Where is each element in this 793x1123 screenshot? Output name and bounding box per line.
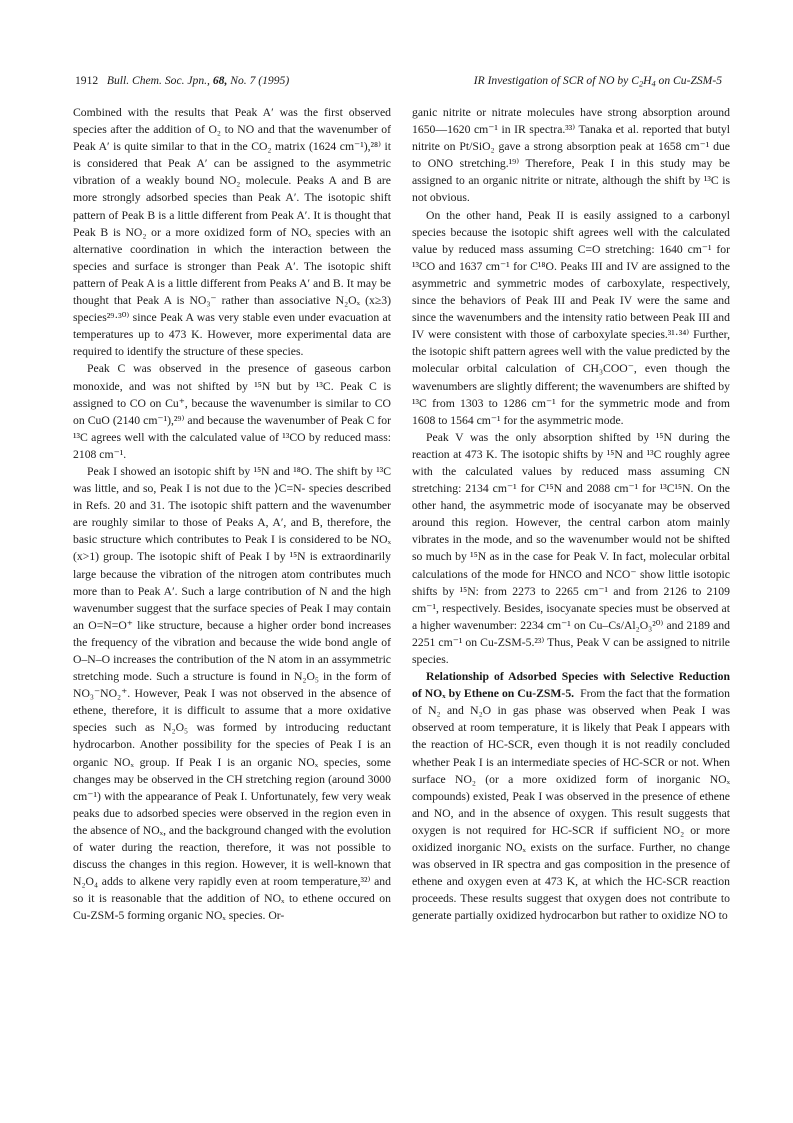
paragraph: Combined with the results that Peak A′ was the first observed species after the addition of O₂ to NO and that the wavenumber of Peak A′ is quite similar to that in the CO₂ matrix (1624 cm⁻¹),²⁸⁾ it is considered that Peak A′ can be assigned to the asymmetric vibration of a weakly bound NO₂ molecule. Peaks A and B are more strongly adsorbed species than Peak A′. The isotopic shift pattern of Peak B is a little different from Peak A′. It is thought that Peak B is NO₂ or a more oxidized form of NOₓ species with an alternative coordination in which the interaction between the species and surface is stronger than Peak A′. The isotopic shift pattern of Peak A is a little different from Peaks A′ and B. It may be thought that Peak A is NO₃⁻ rather than associative N₂Oₓ (x≥3) species²⁹·³⁰⁾ since Peak A was very stable even under evacuation at temperatures up to 473 K. However, more experimental data are required to identify the structure of these species. xyxy=(73,106,391,359)
journal-volume: 68, xyxy=(212,74,228,87)
journal-name: Bull. Chem. Soc. Jpn., xyxy=(106,74,210,87)
right-column xyxy=(412,104,730,925)
running-title: IR Investigation of SCR of NO by $C_2H_4$ on Cu-ZSM-5 xyxy=(473,74,722,89)
paragraph: ganic nitrite or nitrate molecules have strong absorption around 1650—1620 cm⁻¹ in IR spectra.³³⁾ Tanaka et al. reported that butyl nitrite on Pt/SiO₂ gave a strong absorption peak at 1658 cm⁻¹ due to ONO stretching.¹⁹⁾ Therefore, Peak I in this study may be assigned to an organic nitrite or nitrate, although the shift by ¹³C is not obvious. xyxy=(412,106,730,205)
section-text: From the fact that the formation of N₂ and N₂O in gas phase was observed when Peak I was observed at room temperature, it is likely that Peak I appears with the reaction of HC-SCR, even though it is not readily concluded whether Peak I is an intermediate species of HC-SCR or not. When surface NO₂ (or a more oxidized form of inorganic NOₓ compounds) existed, Peak I was observed in the presence of ethene and NO, and in the absence of oxygen. This result suggests that oxygen is not required for HC-SCR if sufficient NO₂ or more oxidized inorganic NOₓ exists on the surface. Further, no change was observed in IR spectra and gas composition in the presence of ethene and oxygen even at 473 K, at which the HC-SCR reaction proceeds. These results suggest that oxygen does not contribute to generate partially oxidized hydrocarbon but rather to oxidize NO to xyxy=(412,687,730,923)
section-heading: Relationship of Adsorbed Species with Selective Reduction of NOₓ by Ethene on Cu-ZSM-5. xyxy=(412,670,730,701)
running-head xyxy=(75,73,722,89)
paragraph: Peak I showed an isotopic shift by ¹⁵N and ¹⁸O. The shift by ¹³C was little, and so, Peak I is not due to the ⟩C=N- species described in Refs. 20 and 31. The isotopic shift pattern and the wavenumber are roughly similar to those of Peaks A, A′, and B, therefore, the basic structure which contributes to Peak I is considered to be NOₓ (x>1) group. The isotopic shift of Peak I by ¹⁵N is extraordinarily large because the vibration of the nitrogen atom contributes much more than to Peak A′. Such a large contribution of N and the high wavenumber suggest that the surface species of Peak I may contain an O=N=O⁺ like structure, because a higher order bond increases the frequency of the vibration and because the wide bond angle of O–N–O increases the contribution of the N atom in an assymmetric stretching mode. Such a structure is found in N₂O₅ in the form of NO₃⁻NO₂⁺. However, Peak I was not observed in the absence of ethene, therefore, it is difficult to assume that a more oxidative species such as N₂O₅ was formed by introducing reductant hydrocarbon. Another possibility for the species of Peak I is an organic NOₓ group. If Peak I is an organic NOₓ species, some changes may be observed in the CH stretching region (around 3000 cm⁻¹) with the appearance of Peak I. Unfortunately, few very weak peaks due to adsorbed species were observed in the region even in the absence of NOₓ, and the background changed with the evolution of water during the reaction, therefore, it was not possible to discuss the changes in this region. However, it is well-known that N₂O₄ adds to alkene very rapidly even at room temperature,³²⁾ and so it is reasonable that the addition of NOₓ to ethene occured on Cu-ZSM-5 forming organic NOₓ species. Or- xyxy=(73,464,391,923)
paragraph: Peak C was observed in the presence of gaseous carbon monoxide, and was not shifted by ¹⁵N but by ¹³C. Peak C is assigned to CO on Cu⁺, because the wavenumber is similar to CO on CuO (2140 cm⁻¹),²⁹⁾ and because the wavenumber of Peak C for ¹³C agrees well with the calculated value of ¹³CO by reduced mass: 2108 cm⁻¹. xyxy=(73,362,391,461)
left-column xyxy=(73,104,391,925)
paragraph: Peak V was the only absorption shifted by ¹⁵N during the reaction at 473 K. The isotopic shifts by ¹⁵N and ¹³C roughly agree with the calculated values by reduced mass assuming CN stretching: 2134 cm⁻¹ for C¹⁵N and 2088 cm⁻¹ for ¹³C¹⁵N. On the other hand, the asymmetric mode of isocyanate may be observed around this region. However, the central carbon atom mainly vibrates in the mode, and so the wavenumber would not be shifted so much by ¹⁵N as in the case for Peak V. In fact, molecular orbital calculations of the mode for HNCO and NCO⁻ show little isotopic shifts by ¹⁵N: from 2273 to 2265 cm⁻¹ and from 2126 to 2109 cm⁻¹, respectively. Besides, isocyanate species must be observed at a higher wavenumber: 2234 cm⁻¹ on Cu–Cs/Al₂O₃²⁰⁾ and 2189 and 2251 cm⁻¹ on Cu-ZSM-5.²³⁾ Thus, Peak V can be assigned to nitrile species. xyxy=(412,430,730,666)
section-paragraph xyxy=(412,668,730,924)
paragraph: On the other hand, Peak II is easily assigned to a carbonyl species because the isotopic shift agrees well with the calculated value by reduced mass assuming C=O stretching: 1640 cm⁻¹ for ¹³CO and 1637 cm⁻¹ for C¹⁸O. Peaks III and IV are assigned to the asymmetric and symmetric modes of carboxylate, respectively, since the behaviors of Peak III and Peak IV were the same and since the wavenumbers and the intensity ratio between Peak III and IV were consistent with those of carboxylate species.³¹·³⁴⁾ Further, the isotopic shift pattern agrees well with the value predicted by the molecular orbital calculation of CH₃COO⁻, even though the wavenumbers are slightly different; the wavenumbers are shifted by ¹³C from 1303 to 1286 cm⁻¹ for the symmetric mode and from 1608 to 1564 cm⁻¹ for the asymmetric mode. xyxy=(412,208,730,427)
journal-issue: No. 7 (1995) xyxy=(230,74,290,87)
page-number: 1912 xyxy=(75,74,99,87)
running-head-left xyxy=(75,73,289,89)
